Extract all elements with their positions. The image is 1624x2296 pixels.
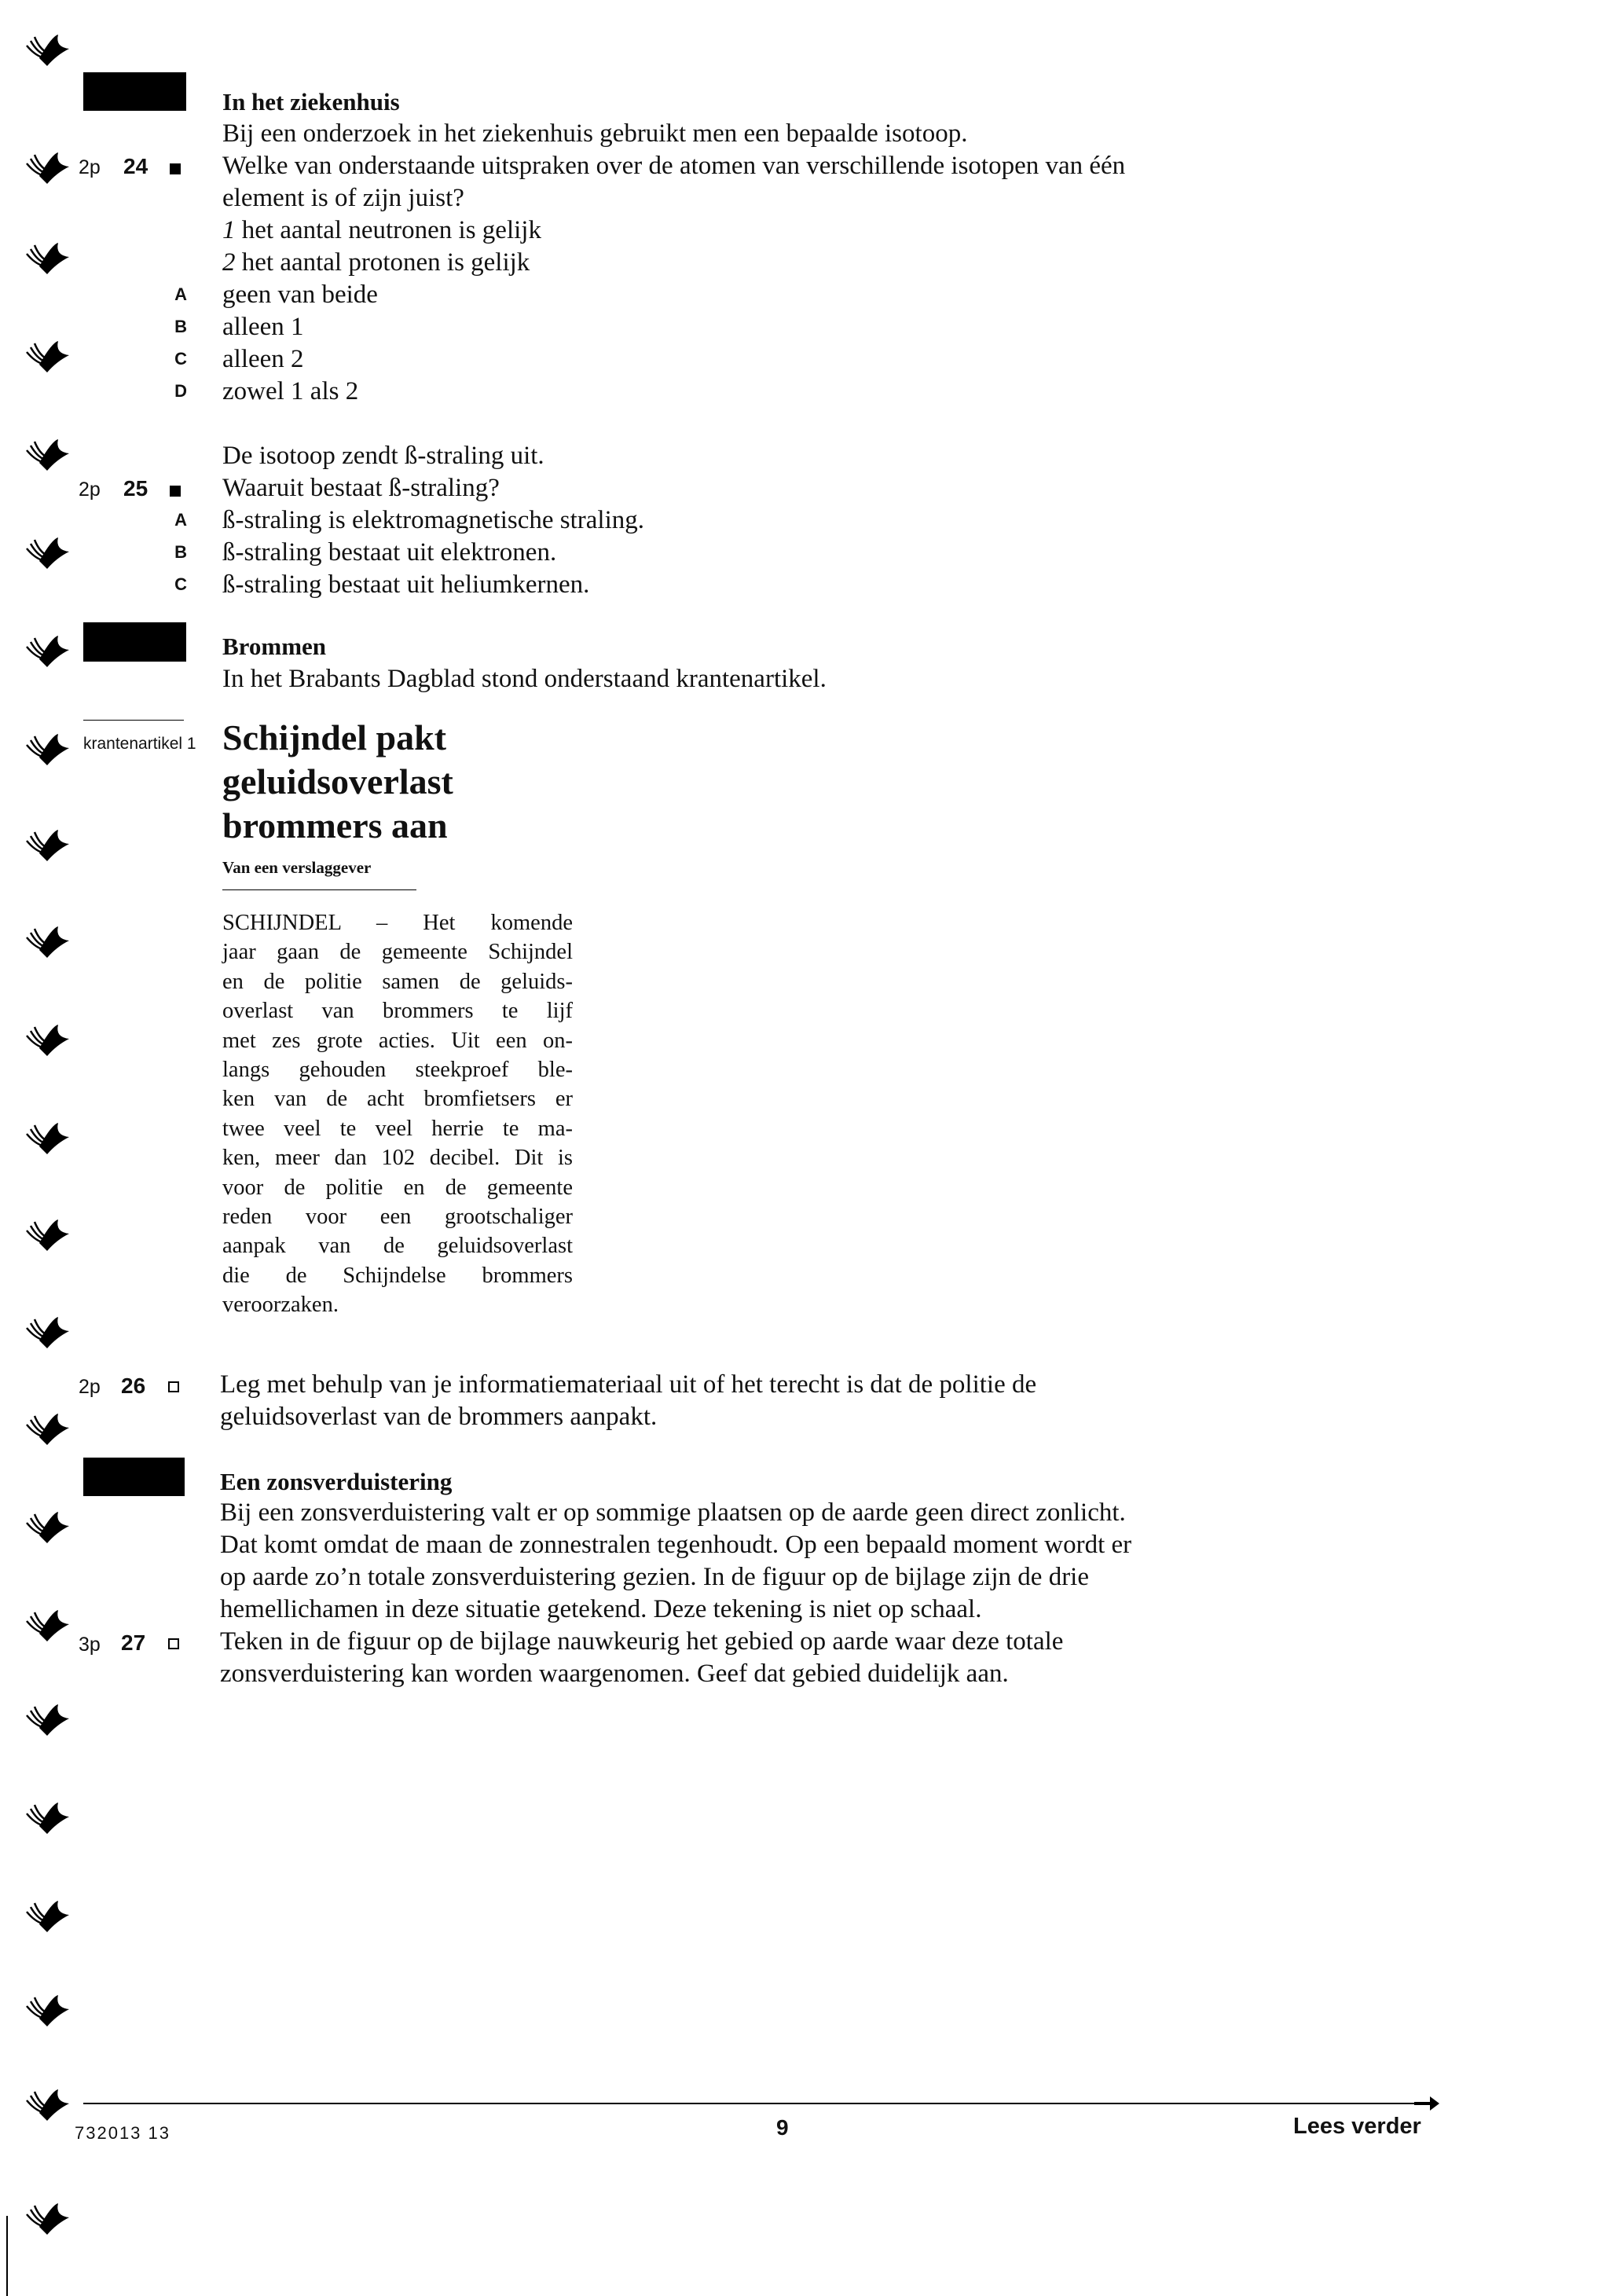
option-letter: B [174, 542, 187, 562]
binding-line [6, 2216, 8, 2296]
swoosh-marker-icon [24, 1021, 72, 1062]
option-text: ß-straling is elektromagnetische straling. [222, 506, 645, 534]
swoosh-marker-icon [24, 534, 72, 575]
swoosh-marker-icon [24, 2086, 72, 2127]
swoosh-marker-icon [24, 1509, 72, 1550]
page-number: 9 [776, 2115, 789, 2140]
swoosh-marker-icon [24, 1410, 72, 1451]
option-letter: C [174, 349, 187, 369]
question-line: element is of zijn juist? [222, 184, 464, 212]
question-points: 3p [79, 1634, 101, 1656]
question-text [220, 1626, 1063, 1690]
question-number: 26 [121, 1374, 146, 1398]
question-number: 25 [123, 476, 148, 501]
section-intro: In het Brabants Dagblad stond onderstaand krantenartikel. [222, 665, 827, 693]
continue-label: Lees verder [1293, 2114, 1421, 2139]
footer-rule [83, 2103, 1427, 2104]
section-marker-block [83, 622, 186, 662]
option-letter: A [174, 510, 187, 530]
article-headline: Schijndel pakt geluidsoverlast brommers aan [222, 717, 453, 845]
option-text: zowel 1 als 2 [222, 377, 359, 405]
option-letter: B [174, 317, 187, 336]
section-marker-block [83, 72, 186, 111]
option-letter: C [174, 574, 187, 594]
swoosh-marker-icon [24, 1607, 72, 1648]
option-letter: D [174, 381, 187, 401]
exam-code: 732013 13 [75, 2123, 170, 2143]
question-line: geluidsoverlast van de brommers aanpakt. [220, 1403, 658, 1431]
swoosh-marker-icon [24, 149, 72, 190]
option-text: geen van beide [222, 281, 378, 309]
question-checkbox [168, 1638, 179, 1649]
section-text: Bij een zonsverduistering valt er op sommige plaatsen op de aarde geen direct zonlicht. Dat komt omdat de maan de zonnestralen tegenhoudt. Op een bepaald moment wordt er op aarde zo’n totale zonsverduistering gezien. In de figuur op de bijlage zijn de drie hemellichamen in deze situatie getekend. Deze tekening is niet op schaal. [220, 1498, 1132, 1623]
swoosh-marker-icon [24, 1799, 72, 1840]
swoosh-marker-icon [24, 1992, 72, 2033]
section-marker-block [83, 1458, 185, 1496]
swoosh-marker-icon [24, 31, 72, 72]
article-byline: Van een verslaggever [222, 858, 372, 877]
swoosh-marker-icon [24, 827, 72, 867]
statement: 2 het aantal protonen is gelijk [222, 248, 530, 277]
swoosh-marker-icon [24, 1898, 72, 1938]
question-intro: De isotoop zendt ß-straling uit. [222, 442, 544, 470]
article-label: krantenartikel 1 [83, 735, 196, 753]
question-points: 2p [79, 479, 101, 501]
option-text: alleen 2 [222, 345, 304, 373]
swoosh-marker-icon [24, 923, 72, 964]
question-line: Teken in de figuur op de bijlage nauwkeurig het gebied op aarde waar deze totale [220, 1627, 1064, 1656]
section-intro: Bij een onderzoek in het ziekenhuis gebruikt men een bepaalde isotoop. [222, 119, 968, 148]
question-line: zonsverduistering kan worden waargenomen. Geef dat gebied duidelijk aan. [220, 1660, 1009, 1688]
question-number: 27 [121, 1630, 146, 1655]
swoosh-marker-icon [24, 1701, 72, 1742]
byline-rule [222, 889, 416, 890]
question-text [220, 1369, 1036, 1433]
arrow-right-icon [1414, 2095, 1439, 2112]
article-body: SCHIJNDEL – Het komende jaar gaan de gemeente Schijndel en de politie samen de geluids- overlast van brommers te lijf met zes grote acties. Uit een on- langs gehouden steekproef ble- ken van de acht bromfietsers er twee veel te veel herrie te ma- ken, meer dan 102 decibel. Dit is voor de politie en de gemeente reden voor een grootschaliger aanpak van de geluidsoverlast die de Schijndelse brommers veroorzaken. [222, 911, 573, 1318]
question-line: Waaruit bestaat ß-straling? [222, 474, 500, 502]
section-heading: Een zonsverduistering [220, 1468, 453, 1495]
swoosh-marker-icon [24, 2200, 72, 2241]
swoosh-marker-icon [24, 1120, 72, 1161]
swoosh-marker-icon [24, 240, 72, 281]
option-text: ß-straling bestaat uit elektronen. [222, 538, 557, 567]
question-text [222, 150, 1125, 279]
swoosh-marker-icon [24, 731, 72, 772]
swoosh-marker-icon [24, 436, 72, 477]
section-heading: Brommen [222, 633, 327, 660]
option-text: alleen 1 [222, 313, 304, 341]
section-heading: In het ziekenhuis [222, 88, 400, 116]
option-text: ß-straling bestaat uit heliumkernen. [222, 570, 590, 599]
swoosh-marker-icon [24, 1314, 72, 1355]
question-checkbox [168, 1381, 179, 1392]
question-marker-filled [170, 163, 181, 174]
swoosh-marker-icon [24, 338, 72, 379]
question-points: 2p [79, 156, 101, 178]
swoosh-marker-icon [24, 1216, 72, 1257]
question-number: 24 [123, 154, 148, 178]
question-line: Welke van onderstaande uitspraken over de atomen van verschillende isotopen van één [222, 152, 1126, 180]
question-line: Leg met behulp van je informatiemateriaal uit of het terecht is dat de politie de [220, 1370, 1037, 1399]
article-label-rule [83, 720, 184, 721]
statement: 1 het aantal neutronen is gelijk [222, 216, 541, 244]
option-letter: A [174, 284, 187, 304]
question-points: 2p [79, 1376, 101, 1398]
question-marker-filled [170, 486, 181, 497]
swoosh-marker-icon [24, 633, 72, 673]
